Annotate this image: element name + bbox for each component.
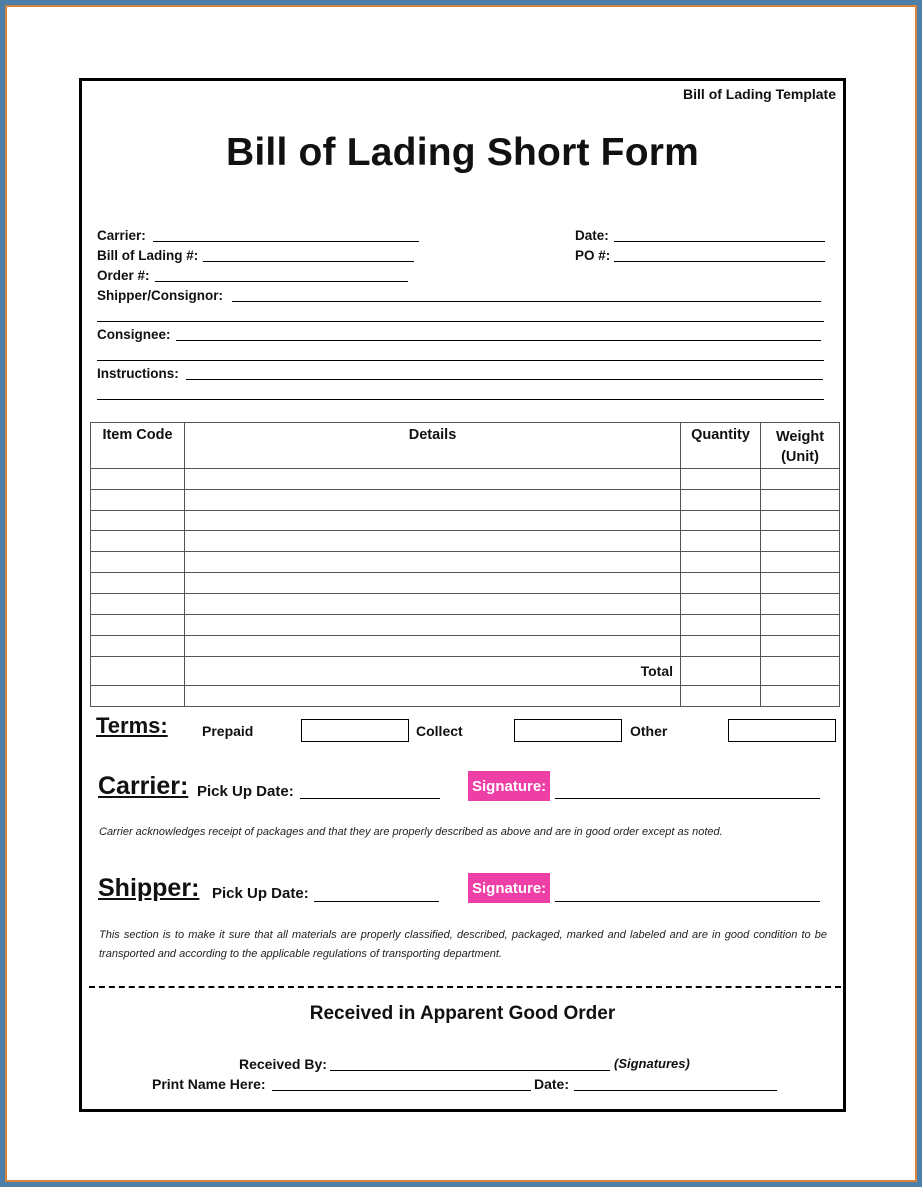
instructions-label: Instructions: bbox=[97, 366, 179, 381]
collect-box[interactable] bbox=[514, 719, 622, 742]
print-name-label: Print Name Here: bbox=[152, 1076, 266, 1092]
bill-of-lading-line[interactable] bbox=[203, 261, 414, 262]
shipper-note: This section is to make it sure that all materials are properly classified, described, packaged, marked and labeled and are in good condition to be transported and according to the applicable regulations of transporting department. bbox=[99, 929, 827, 960]
po-line[interactable] bbox=[614, 261, 825, 262]
table-row bbox=[91, 489, 840, 510]
total-label: Total bbox=[185, 656, 681, 686]
shipper-signature-line[interactable] bbox=[555, 901, 820, 902]
table-row bbox=[91, 531, 840, 552]
table-row bbox=[91, 614, 840, 635]
collect-label: Collect bbox=[416, 723, 463, 739]
date-line[interactable] bbox=[614, 241, 825, 242]
consignee-line[interactable] bbox=[176, 340, 821, 341]
table-row bbox=[91, 468, 840, 489]
shipper-consignor-line[interactable] bbox=[232, 301, 821, 302]
items-table bbox=[90, 422, 840, 707]
carrier-line[interactable] bbox=[153, 241, 419, 242]
form-sheet bbox=[79, 78, 846, 1112]
received-date-line[interactable] bbox=[574, 1090, 777, 1091]
shipper-pickup-line[interactable] bbox=[314, 901, 439, 902]
carrier-pickup-line[interactable] bbox=[300, 798, 440, 799]
shipper-pickup-label: Pick Up Date: bbox=[212, 885, 309, 902]
received-title: Received in Apparent Good Order bbox=[309, 1003, 616, 1024]
column-header-details: Details bbox=[185, 423, 681, 469]
table-row bbox=[91, 510, 840, 531]
table-row bbox=[91, 573, 840, 594]
carrier-pickup-label: Pick Up Date: bbox=[197, 783, 294, 800]
total-weight-cell[interactable] bbox=[761, 656, 840, 686]
received-date-label: Date: bbox=[534, 1076, 570, 1092]
bill-of-lading-label: Bill of Lading #: bbox=[97, 248, 199, 263]
column-header-weight: Weight (Unit) bbox=[761, 423, 840, 469]
shipper-consignor-label: Shipper/Consignor: bbox=[97, 288, 223, 303]
instructions-line-2[interactable] bbox=[97, 399, 824, 400]
terms-heading: Terms: bbox=[96, 713, 168, 738]
shipper-heading: Shipper: bbox=[98, 874, 200, 902]
corner-label: Bill of Lading Template bbox=[683, 86, 836, 102]
date-label: Date: bbox=[575, 228, 609, 243]
table-row bbox=[91, 635, 840, 656]
consignee-line-2[interactable] bbox=[97, 360, 824, 361]
carrier-heading: Carrier: bbox=[98, 772, 189, 800]
column-header-item-code: Item Code bbox=[91, 423, 185, 469]
total-row bbox=[91, 656, 840, 686]
other-box[interactable] bbox=[728, 719, 836, 742]
shipper-signature-label: Signature: bbox=[468, 873, 550, 903]
po-label: PO #: bbox=[575, 248, 611, 263]
carrier-signature-line[interactable] bbox=[555, 798, 820, 799]
consignee-label: Consignee: bbox=[97, 327, 171, 342]
received-by-line[interactable] bbox=[330, 1070, 610, 1071]
signatures-hint: (Signatures) bbox=[614, 1056, 690, 1071]
order-line[interactable] bbox=[155, 281, 408, 282]
shipper-consignor-line-2[interactable] bbox=[97, 321, 824, 322]
column-header-quantity: Quantity bbox=[681, 423, 761, 469]
prepaid-label: Prepaid bbox=[202, 723, 254, 739]
prepaid-box[interactable] bbox=[301, 719, 409, 742]
carrier-label: Carrier: bbox=[97, 228, 146, 243]
carrier-note: Carrier acknowledges receipt of packages and that they are properly described as above and are in good order except as noted. bbox=[99, 826, 723, 838]
table-row bbox=[91, 552, 840, 573]
carrier-signature-label: Signature: bbox=[468, 771, 550, 801]
table-row bbox=[91, 593, 840, 614]
order-label: Order #: bbox=[97, 268, 150, 283]
print-name-line[interactable] bbox=[272, 1090, 531, 1091]
total-quantity-cell[interactable] bbox=[681, 656, 761, 686]
instructions-line[interactable] bbox=[186, 379, 823, 380]
received-by-label: Received By: bbox=[239, 1056, 327, 1072]
other-label: Other bbox=[630, 723, 668, 739]
form-title: Bill of Lading Short Form bbox=[226, 131, 699, 174]
tear-line bbox=[89, 986, 841, 988]
